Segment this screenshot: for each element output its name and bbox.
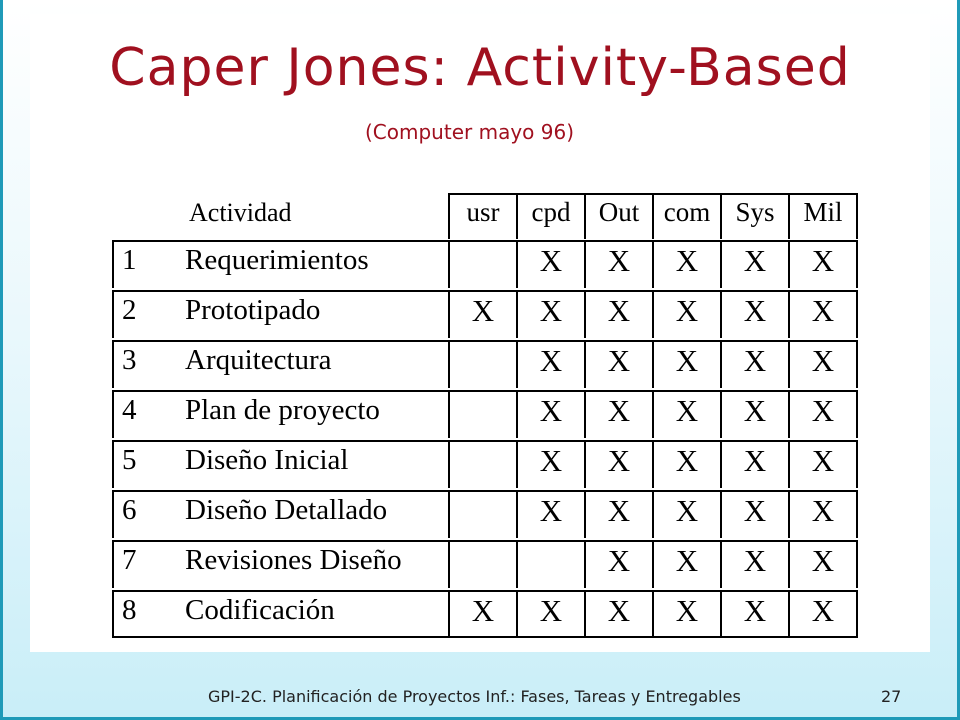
mark-cell-sys: X <box>743 443 767 478</box>
row-number: 2 <box>122 294 137 326</box>
mark-cell-out: X <box>607 243 631 278</box>
mark-cell-out: X <box>607 593 631 628</box>
row-rule <box>112 340 858 342</box>
header-col-usr: usr <box>466 197 500 227</box>
mark-cell-com: X <box>675 393 699 428</box>
slide-title: Caper Jones: Activity-Based <box>109 38 851 98</box>
table-row <box>112 240 858 288</box>
mark-cell-out: X <box>607 393 631 428</box>
mark-cell-cpd: X <box>539 493 563 528</box>
col-divider <box>856 193 858 239</box>
col-divider <box>112 440 114 488</box>
header-col-sys: Sys <box>735 197 775 227</box>
col-divider <box>448 490 450 538</box>
mark-cell-sys: X <box>743 593 767 628</box>
activity-name: Diseño Detallado <box>185 494 388 526</box>
mark-cell-com: X <box>675 493 699 528</box>
header-activity: Actividad <box>189 198 292 227</box>
row-rule <box>112 540 858 542</box>
row-number: 4 <box>122 394 137 426</box>
mark-cell-com: X <box>675 293 699 328</box>
col-divider <box>856 340 858 388</box>
activity-name: Arquitectura <box>185 344 332 376</box>
mark-cell-mil: X <box>811 393 835 428</box>
col-divider <box>112 490 114 538</box>
activity-name: Revisiones Diseño <box>185 544 402 576</box>
mark-cell-sys: X <box>743 543 767 578</box>
col-divider <box>112 590 114 638</box>
row-number: 1 <box>122 244 137 276</box>
table-row <box>112 290 858 338</box>
header-col-mil: Mil <box>803 197 843 227</box>
mark-cell-sys: X <box>743 493 767 528</box>
mark-cell-cpd: X <box>539 443 563 478</box>
table-row <box>112 440 858 488</box>
col-divider <box>856 440 858 488</box>
mark-cell-mil: X <box>811 243 835 278</box>
col-divider <box>112 340 114 388</box>
row-rule <box>112 440 858 442</box>
mark-cell-cpd: X <box>539 293 563 328</box>
footer-text: GPI-2C. Planificación de Proyectos Inf.: Fases, Tareas y Entregables <box>208 687 741 706</box>
mark-cell-mil: X <box>811 293 835 328</box>
table-row <box>112 540 858 588</box>
table-header <box>112 193 858 239</box>
slide-subtitle: (Computer mayo 96) <box>365 120 575 144</box>
row-rule <box>112 290 858 292</box>
mark-cell-mil: X <box>811 543 835 578</box>
mark-cell-out: X <box>607 493 631 528</box>
activity-name: Codificación <box>185 594 335 626</box>
mark-cell-usr: X <box>471 593 495 628</box>
row-number: 8 <box>122 594 137 626</box>
activity-name: Plan de proyecto <box>185 394 380 426</box>
col-divider <box>112 540 114 588</box>
mark-cell-mil: X <box>811 343 835 378</box>
mark-cell-com: X <box>675 343 699 378</box>
header-col-out: Out <box>598 197 640 227</box>
row-rule <box>112 636 858 638</box>
mark-cell-mil: X <box>811 593 835 628</box>
mark-cell-out: X <box>607 443 631 478</box>
row-rule <box>112 240 858 242</box>
mark-cell-sys: X <box>743 393 767 428</box>
table-row <box>112 490 858 538</box>
col-divider <box>856 240 858 288</box>
row-rule <box>112 490 858 492</box>
table-row <box>112 340 858 388</box>
activity-name: Prototipado <box>185 294 321 326</box>
mark-cell-cpd: X <box>539 393 563 428</box>
mark-cell-cpd: X <box>539 593 563 628</box>
row-number: 3 <box>122 344 137 376</box>
row-number: 5 <box>122 444 137 476</box>
mark-cell-com: X <box>675 543 699 578</box>
col-divider <box>856 590 858 638</box>
mark-cell-cpd: X <box>539 343 563 378</box>
col-divider <box>112 240 114 288</box>
mark-cell-mil: X <box>811 493 835 528</box>
row-rule <box>112 390 858 392</box>
col-divider <box>448 340 450 388</box>
col-divider <box>856 540 858 588</box>
mark-cell-out: X <box>607 293 631 328</box>
row-number: 7 <box>122 544 137 576</box>
activity-name: Diseño Inicial <box>185 444 349 476</box>
col-divider <box>112 390 114 438</box>
mark-cell-mil: X <box>811 443 835 478</box>
col-divider <box>856 390 858 438</box>
mark-cell-com: X <box>675 443 699 478</box>
col-divider <box>856 290 858 338</box>
row-rule <box>112 590 858 592</box>
col-divider <box>448 240 450 288</box>
mark-cell-com: X <box>675 243 699 278</box>
mark-cell-usr: X <box>471 293 495 328</box>
mark-cell-com: X <box>675 593 699 628</box>
col-divider <box>448 390 450 438</box>
mark-cell-out: X <box>607 543 631 578</box>
mark-cell-sys: X <box>743 293 767 328</box>
page-number: 27 <box>881 687 902 706</box>
activity-name: Requerimientos <box>185 244 369 276</box>
header-col-cpd: cpd <box>531 197 571 227</box>
col-divider <box>856 490 858 538</box>
col-divider <box>516 540 518 588</box>
mark-cell-sys: X <box>743 343 767 378</box>
col-divider <box>448 440 450 488</box>
mark-cell-cpd: X <box>539 243 563 278</box>
mark-cell-sys: X <box>743 243 767 278</box>
header-col-com: com <box>663 197 711 227</box>
row-number: 6 <box>122 494 137 526</box>
table-row <box>112 590 858 638</box>
table-row <box>112 390 858 438</box>
col-divider <box>448 540 450 588</box>
mark-cell-out: X <box>607 343 631 378</box>
col-divider <box>112 290 114 338</box>
